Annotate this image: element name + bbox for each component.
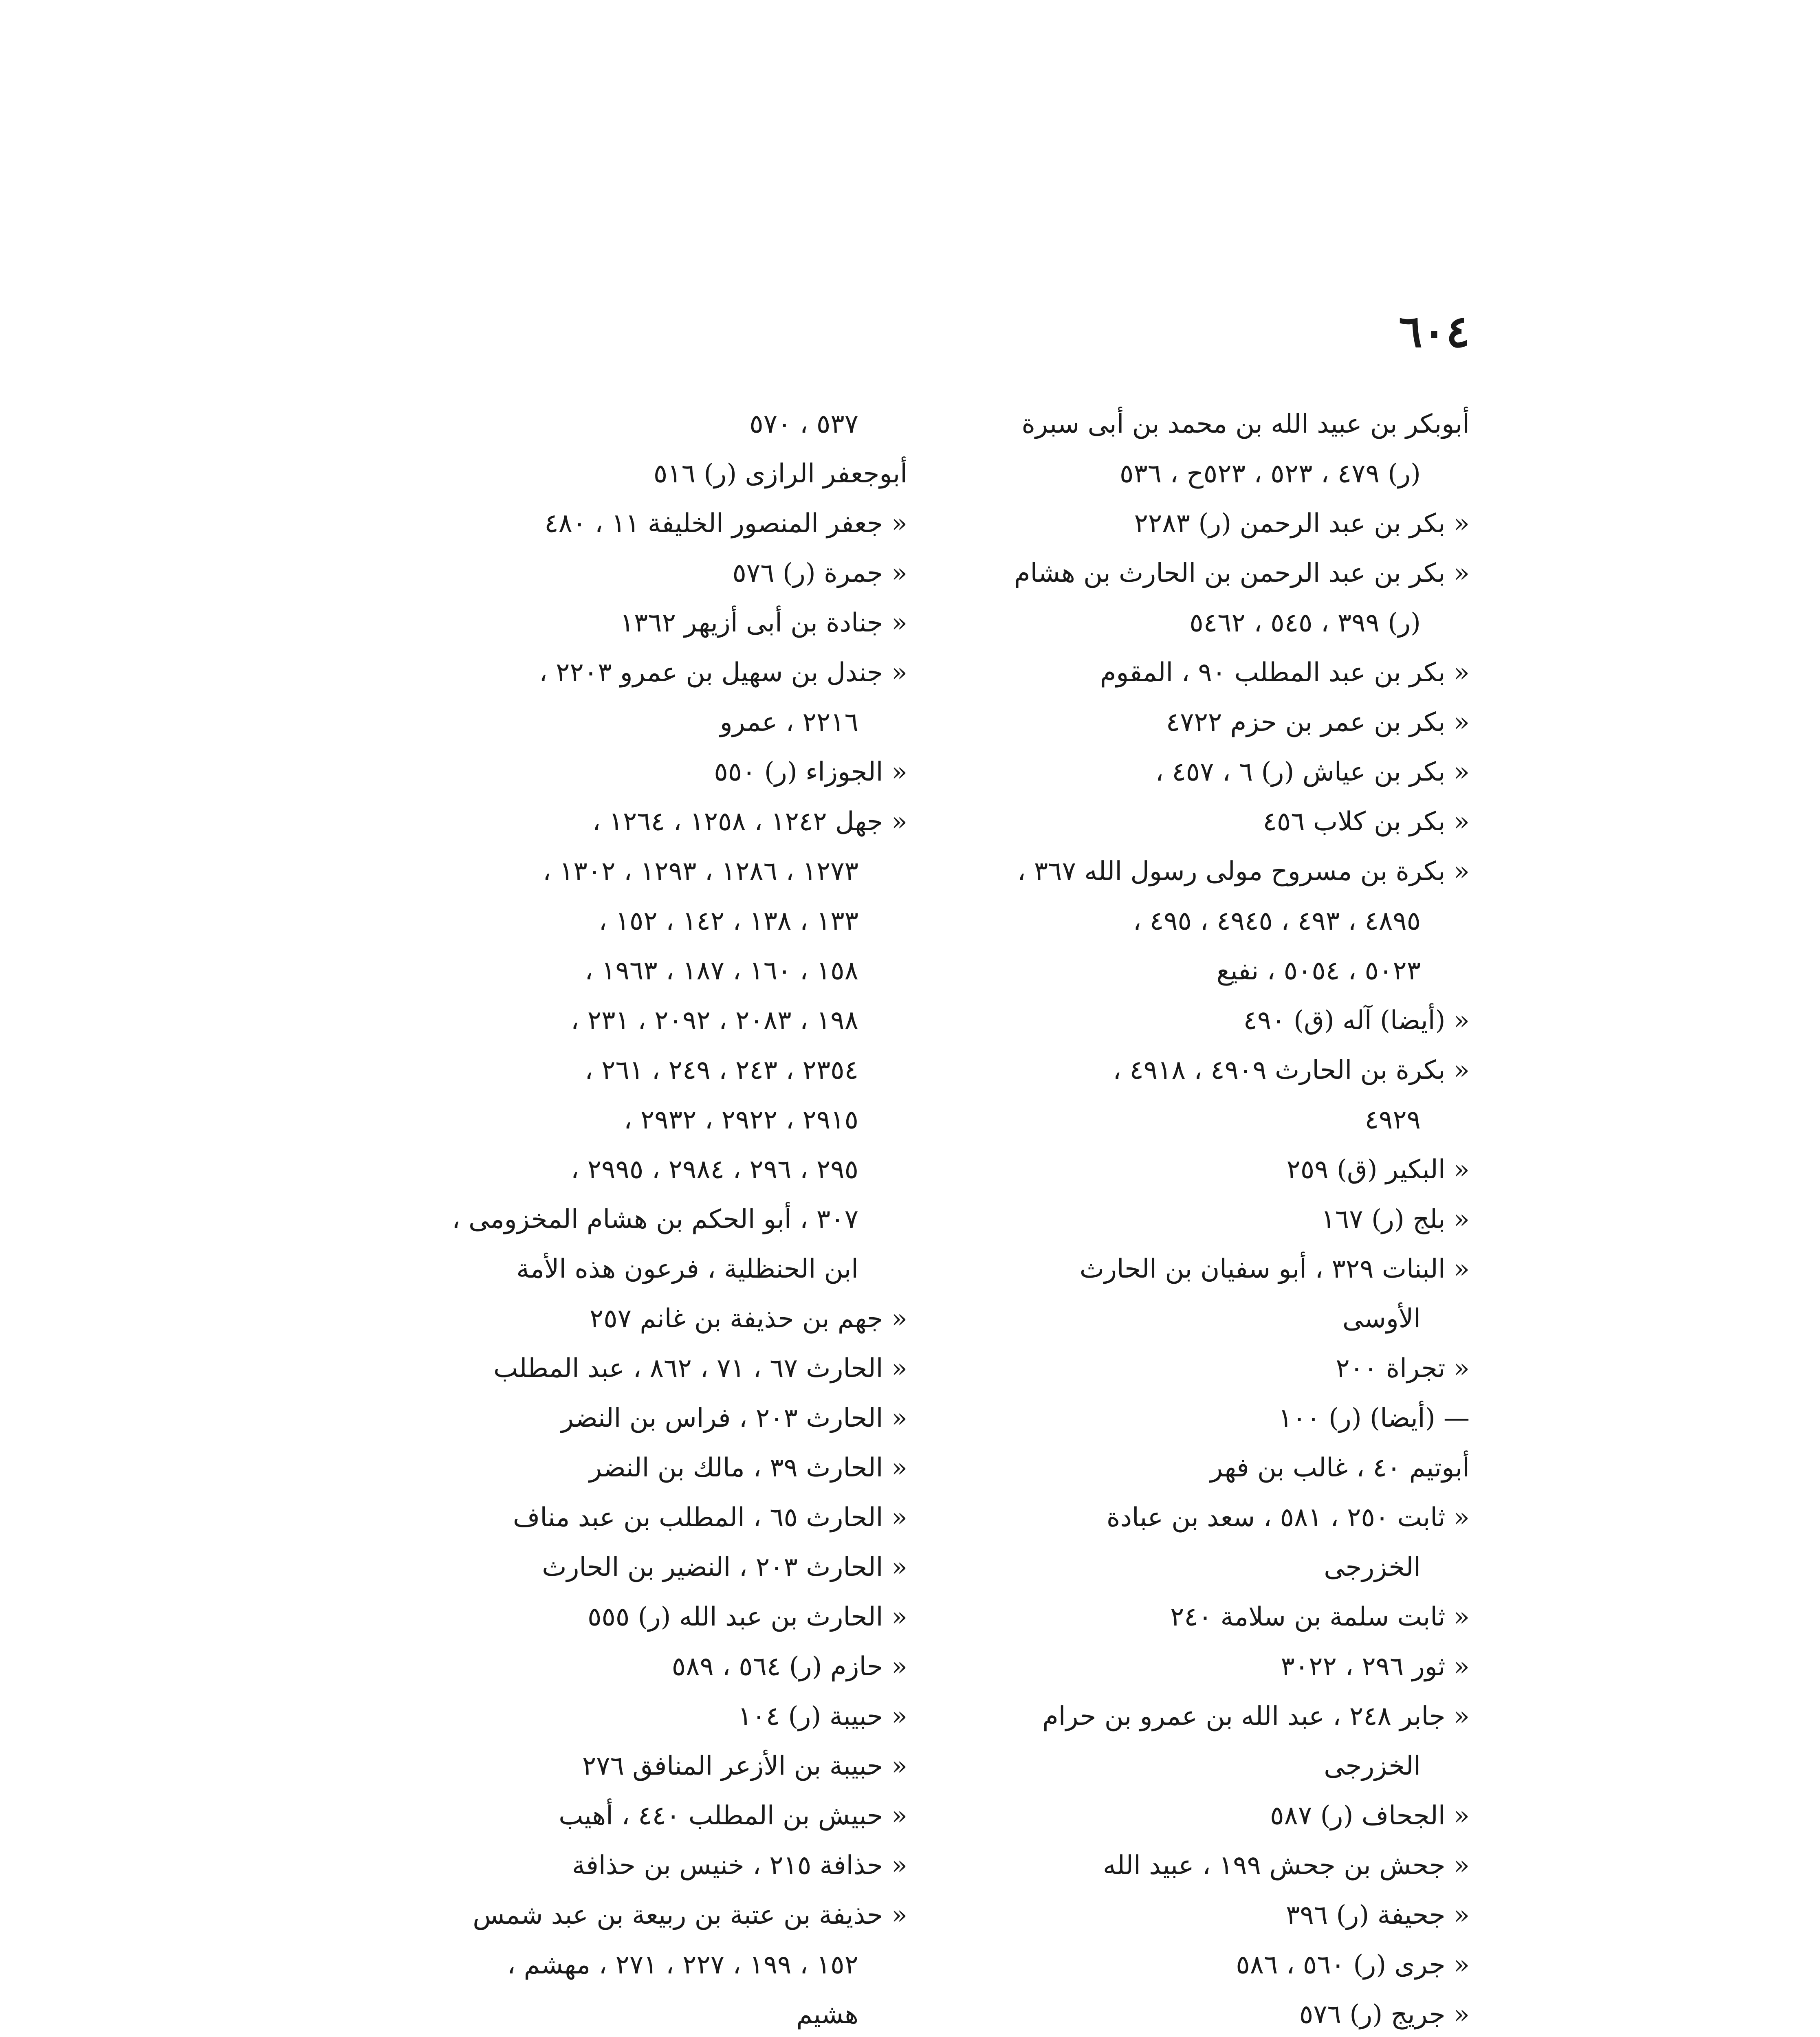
index-entry: ٥٠٢٣ ، ٥٠٥٤ ، نفيع [1216,956,1421,986]
index-entry: « حبيش بن المطلب ٤٤٠ ، أهيب [559,1801,907,1831]
index-entry: « بلج (ر) ١٦٧ [1321,1204,1470,1234]
index-entry: « بكرة بن الحارث ٤٩٠٩ ، ٤٩١٨ ، [1113,1055,1470,1085]
index-entry: ٢٢١٦ ، عمرو [720,707,858,737]
index-entry: ٤٨٩٥ ، ٤٩٣ ، ٤٩٤٥ ، ٤٩٥ ، [1133,906,1421,936]
index-entry: « الحارث ٢٠٣ ، النضير بن الحارث [542,1552,907,1582]
index-entry: « حبيبة (ر) ١٠٤ [738,1701,907,1731]
index-entry: الخزرجى [1324,1751,1421,1781]
index-entry: « بكر بن عبد الرحمن (ر) ٢٢٨٣ [1134,508,1470,539]
index-entry: « جابر ٢٤٨ ، عبد الله بن عمرو بن حرام [1042,1701,1470,1731]
index-entry: « بكر بن عبد الرحمن بن الحارث بن هشام [1014,558,1470,588]
index-entry: « جرى (ر) ٥٦٠ ، ٥٨٦ [1236,1950,1470,1980]
index-entry: — (أيضا) (ر) ١٠٠ [1278,1403,1470,1433]
index-entry: « الحارث ٢٠٣ ، فراس بن النضر [561,1403,907,1433]
index-entry: « حازم (ر) ٥٦٤ ، ٥٨٩ [671,1652,907,1682]
index-entry: ٢٩٥ ، ٢٩٦ ، ٢٩٨٤ ، ٢٩٩٥ ، [570,1155,858,1185]
index-entry: هشيم [796,2000,858,2030]
index-entry: « الحارث بن عبد الله (ر) ٥٥٥ [588,1602,907,1632]
index-entry: (ر) ٤٧٩ ، ٥٢٣ ، ٥٢٣ح ، ٥٣٦ [1119,459,1421,489]
index-column-right [916,399,1470,2037]
index-entry: ١٩٨ ، ٢٠٨٣ ، ٢٠٩٢ ، ٢٣١ ، [570,1005,858,1036]
index-entry: أبوتيم ٤٠ ، غالب بن فهر [1210,1453,1470,1483]
index-entry: ابن الحنظلية ، فرعون هذه الأمة [516,1254,858,1284]
index-entry: الأوسى [1342,1304,1421,1334]
index-entry: « ثابت سلمة بن سلامة ٢٤٠ [1170,1602,1470,1632]
index-entry: « حذافة ٢١٥ ، خنيس بن حذافة [572,1850,907,1881]
index-entry: ٢٣٥٤ ، ٢٤٣ ، ٢٤٩ ، ٢٦١ ، [585,1055,858,1085]
index-entry: ٤٩٢٩ [1364,1105,1421,1135]
index-entry: « بكر بن كلاب ٤٥٦ [1263,807,1470,837]
index-entry: (ر) ٣٩٩ ، ٥٤٥ ، ٥٤٦٢ [1189,608,1421,638]
index-entry: « البنات ٣٢٩ ، أبو سفيان بن الحارث [1079,1254,1470,1284]
index-entry: « جنادة بن أبى أزيهر ١٣٦٢ [620,608,907,638]
index-entry: « ثور ٢٩٦ ، ٣٠٢٢ [1281,1652,1470,1682]
index-entry: « جمرة (ر) ٥٧٦ [732,558,907,588]
page-number: ٦٠٤ [1398,306,1470,357]
index-entry: ١٣٣ ، ١٣٨ ، ١٤٢ ، ١٥٢ ، [599,906,858,936]
index-entry: أبوجعفر الرازى (ر) ٥١٦ [653,459,907,489]
index-entry: « حذيفة بن عتبة بن ربيعة بن عبد شمس [473,1900,907,1930]
index-entry: ٢٩١٥ ، ٢٩٢٢ ، ٢٩٣٢ ، [623,1105,858,1135]
index-column-left [353,399,907,2037]
index-entry: « بكر بن عمر بن حزم ٤٧٢٢ [1166,707,1470,737]
index-entry: « بكر بن عياش (ر) ٦ ، ٤٥٧ ، [1155,757,1470,787]
index-entry: « جعفر المنصور الخليفة ١١ ، ٤٨٠ [544,508,907,539]
index-entry: « جريج (ر) ٥٧٦ [1299,2000,1470,2030]
index-entry: ٥٣٧ ، ٥٧٠ [749,409,858,439]
index-entry: « تجراة ٢٠٠ [1336,1353,1470,1384]
index-entry: « جندل بن سهيل بن عمرو ٢٢٠٣ ، [539,658,907,688]
index-entry: « بكر بن عبد المطلب ٩٠ ، المقوم [1100,658,1470,688]
index-entry: « البكير (ق) ٢٥٩ [1286,1155,1470,1185]
index-entry: ١٢٧٣ ، ١٢٨٦ ، ١٢٩٣ ، ١٣٠٢ ، [542,856,858,887]
index-entry: « ثابت ٢٥٠ ، ٥٨١ ، سعد بن عبادة [1106,1502,1470,1533]
index-entry: « جحش بن جحش ١٩٩ ، عبيد الله [1103,1850,1470,1881]
index-entry: « جهم بن حذيفة بن غانم ٢٥٧ [589,1304,907,1334]
index-entry: « الحارث ٣٩ ، مالك بن النضر [589,1453,907,1483]
index-entry: ١٥٢ ، ١٩٩ ، ٢٢٧ ، ٢٧١ ، مهشم ، [507,1950,858,1980]
index-entry: « الحارث ٦٥ ، المطلب بن عبد مناف [513,1502,907,1533]
index-entry: « جهل ١٢٤٢ ، ١٢٥٨ ، ١٢٦٤ ، [592,807,907,837]
index-entry: « جحيفة (ر) ٣٩٦ [1285,1900,1470,1930]
index-entry: « الجوزاء (ر) ٥٥٠ [714,757,907,787]
index-entry: « (أيضا) آله (ق) ٤٩٠ [1243,1005,1470,1036]
index-entry: أبوبكر بن عبيد الله بن محمد بن أبى سبرة [1021,409,1470,439]
index-entry: الخزرجى [1324,1552,1421,1582]
index-entry: « الجحاف (ر) ٥٨٧ [1270,1801,1470,1831]
index-entry: « الحارث ٦٧ ، ٧١ ، ٨٦٢ ، عبد المطلب [493,1353,907,1384]
index-entry: « بكرة بن مسروح مولى رسول الله ٣٦٧ ، [1017,856,1470,887]
index-entry: « حبيبة بن الأزعر المنافق ٢٧٦ [582,1751,907,1781]
index-entry: ١٥٨ ، ١٦٠ ، ١٨٧ ، ١٩٦٣ ، [585,956,858,986]
index-entry: ٣٠٧ ، أبو الحكم بن هشام المخزومى ، [452,1204,858,1234]
